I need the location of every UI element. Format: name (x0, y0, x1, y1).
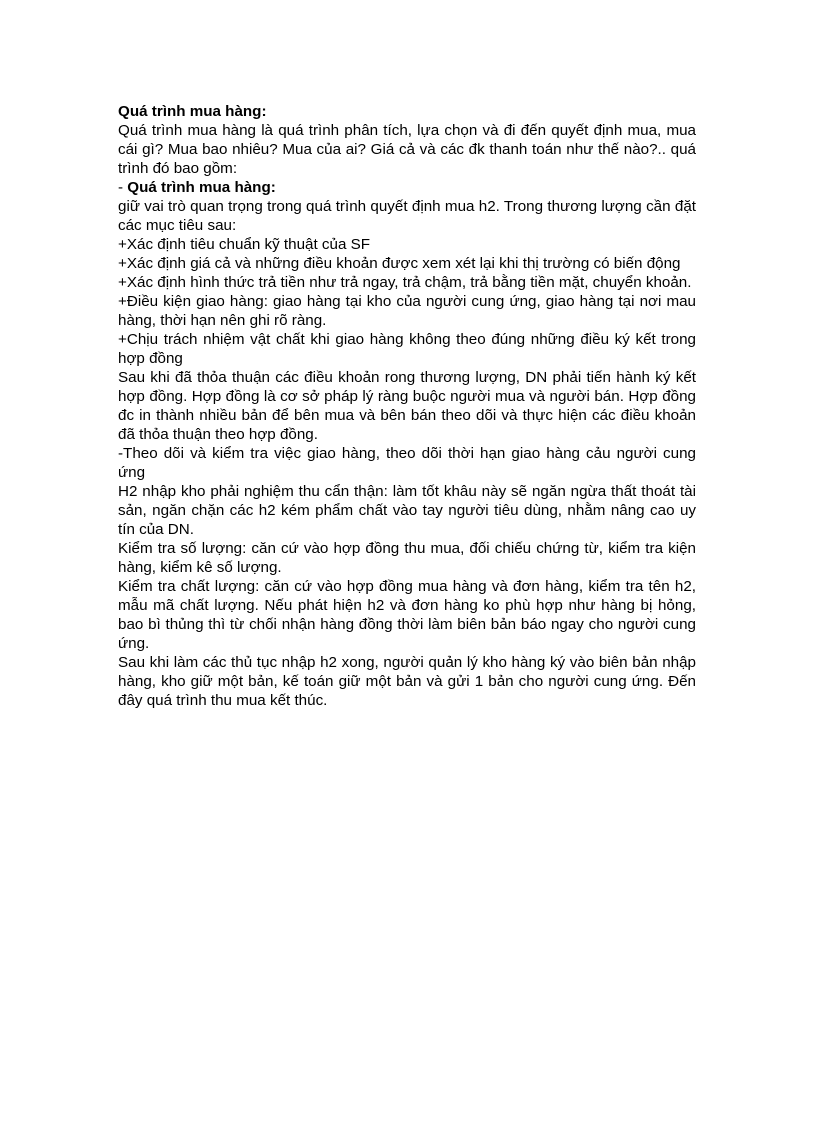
section-heading: Quá trình mua hàng: (127, 179, 276, 196)
paragraph-price-terms: +Xác định giá cả và những điều khoản được xem xét lại khi thị trường có biến động (118, 255, 681, 272)
section-heading-line (118, 178, 696, 197)
paragraph-quantity-check: Kiểm tra số lượng: căn cứ vào hợp đồng thu mua, đối chiếu chứng từ, kiểm tra kiện hàng, kiểm kê số lượng. (118, 540, 696, 576)
paragraph-technical-standard: +Xác định tiêu chuẩn kỹ thuật của SF (118, 236, 371, 253)
paragraph-conclusion: Sau khi làm các thủ tục nhập h2 xong, người quản lý kho hàng ký vào biên bản nhập hàng, kho giữ một bản, kế toán giữ một bản và gửi 1 bản cho người cung ứng. Đến đây quá trình thu mua kết thúc. (118, 654, 696, 709)
intro-paragraph: Quá trình mua hàng là quá trình phân tích, lựa chọn và đi đến quyết định mua, mua cái gì? Mua bao nhiêu? Mua của ai? Giá cả và các đk thanh toán như thế nào?.. quá trình đó bao gồm: (118, 122, 696, 177)
section-dash: - (118, 179, 128, 196)
paragraph-quality-check: Kiểm tra chất lượng: căn cứ vào hợp đồng mua hàng và đơn hàng, kiểm tra tên h2, mẫu mã chất lượng. Nếu phát hiện h2 và đơn hàng ko phù hợp như hàng bị hỏng, bao bì thủng thì từ chối nhận hàng đồng thời làm biên bản báo ngay cho người cung ứng. (118, 578, 696, 652)
paragraph-payment-form: +Xác định hình thức trả tiền như trả ngay, trả chậm, trả bằng tiền mặt, chuyển khoản. (118, 274, 692, 291)
document-title: Quá trình mua hàng: (118, 103, 267, 120)
paragraph-delivery-conditions: +Điều kiện giao hàng: giao hàng tại kho của người cung ứng, giao hàng tại nơi mau hàng, thời hạn nên ghi rõ ràng. (118, 293, 696, 329)
paragraph-acceptance: H2 nhập kho phải nghiệm thu cẩn thận: làm tốt khâu này sẽ ngăn ngừa thất thoát tài sản, ngăn chặn các h2 kém phẩm chất vào tay người tiêu dùng, nhằm nâng cao uy tín của DN. (118, 483, 696, 538)
paragraph-role: giữ vai trò quan trọng trong quá trình quyết định mua h2. Trong thương lượng cần đặt các mục tiêu sau: (118, 198, 696, 234)
paragraph-contract: Sau khi đã thỏa thuận các điều khoản rong thương lượng, DN phải tiến hành ký kết hợp đồng. Hợp đồng là cơ sở pháp lý ràng buộc người mua và người bán. Hợp đồng đc in thành nhiều bản để bên mua và bên bán theo dõi và thực hiện các điều khoản đã thỏa thuận theo hợp đồng. (118, 369, 696, 443)
paragraph-delivery-tracking: -Theo dõi và kiểm tra việc giao hàng, theo dõi thời hạn giao hàng cảu người cung ứng (118, 445, 696, 481)
document-page (118, 102, 696, 710)
paragraph-liability: +Chịu trách nhiệm vật chất khi giao hàng không theo đúng những điều ký kết trong hợp đồng (118, 331, 696, 367)
